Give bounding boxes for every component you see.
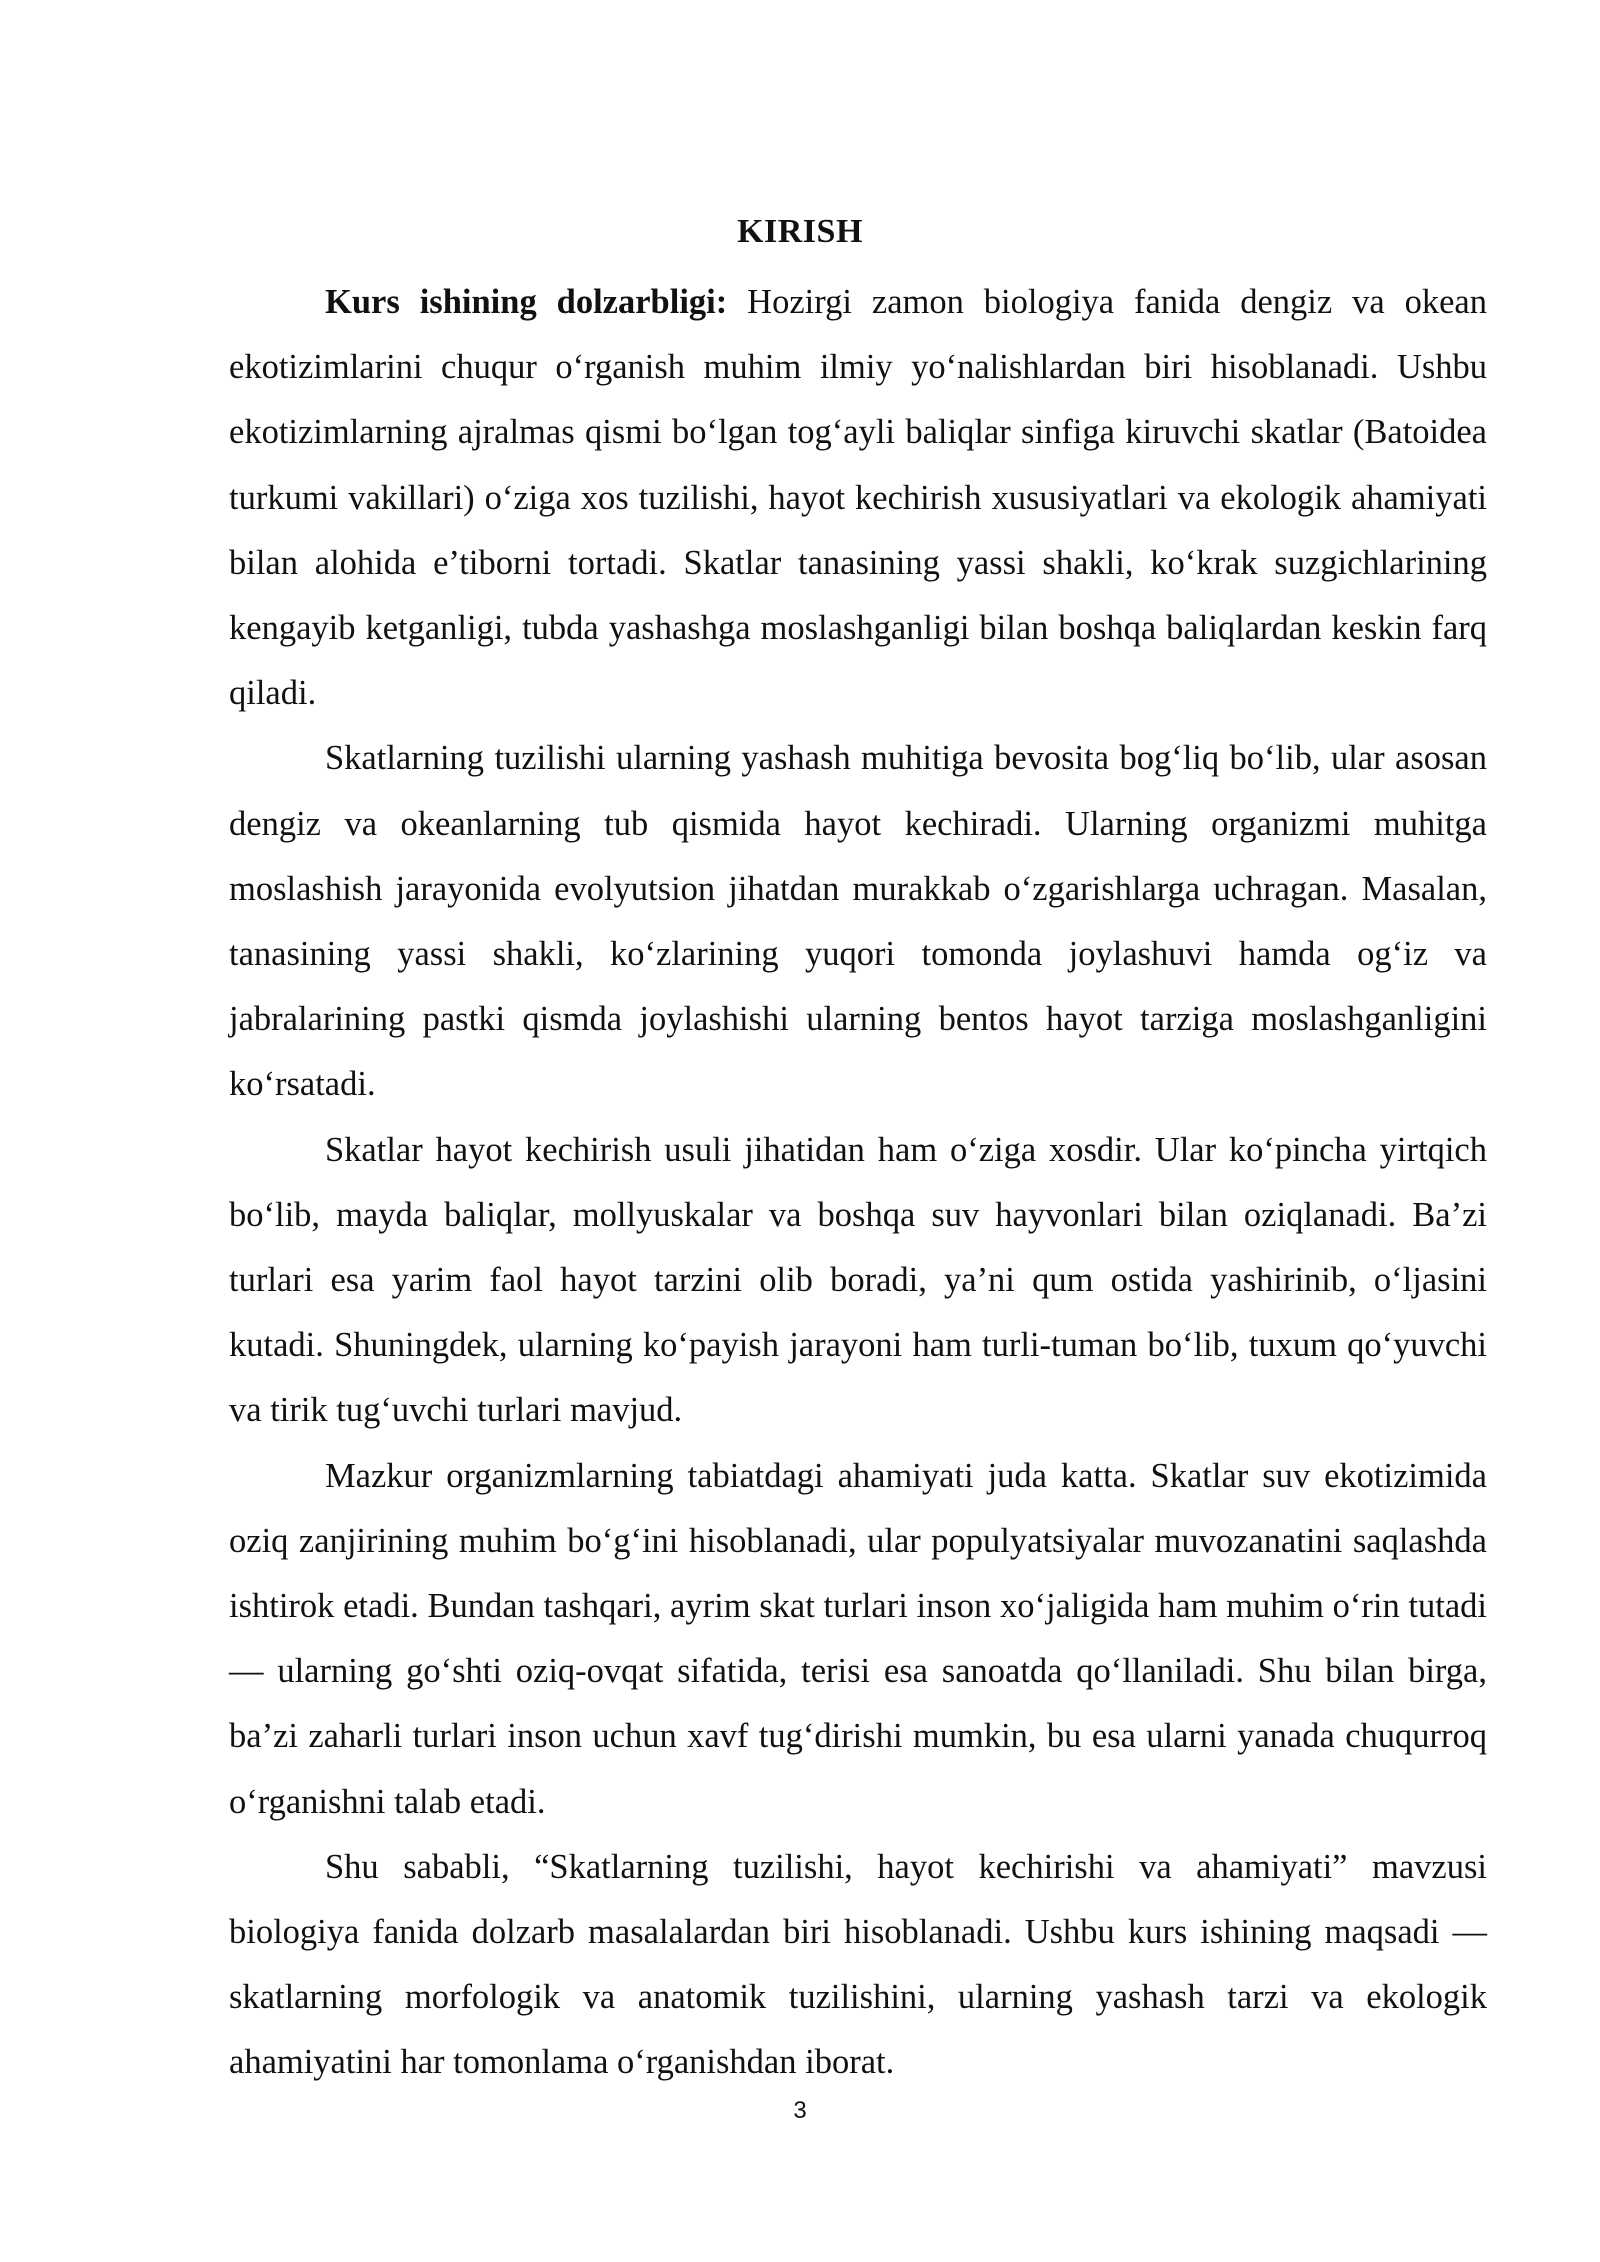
paragraph-1 xyxy=(229,270,1487,726)
paragraph-2: Skatlarning tuzilishi ularning yashash muhitiga bevosita bog‘liq bo‘lib, ular asosan dengiz va okeanlarning tub qismida hayot kechiradi. Ularning organizmi muhitga moslashish jarayonida evolyutsion jihatdan murakkab o‘zgarishlarga uchragan. Masalan, tanasining yassi shakli, ko‘zlarining yuqori tomonda joylashuvi hamda og‘iz va jabralarining pastki qismda joylashishi ularning bentos hayot tarziga moslashganligini ko‘rsatadi. xyxy=(229,739,1487,1104)
paragraph-4: Mazkur organizmlarning tabiatdagi ahamiyati juda katta. Skatlar suv ekotizimida oziq zanjirining muhim bo‘g‘ini hisoblanadi, ular populyatsiyalar muvozanatini saqlashda ishtirok etadi. Bundan tashqari, ayrim skat turlari inson xo‘jaligida ham muhim o‘rin tutadi — ularning go‘shti oziq-ovqat sifatida, terisi esa sanoatda qo‘llaniladi. Shu bilan birga, ba’zi zaharli turlari inson uchun xavf tug‘dirishi mumkin, bu esa ularni yanada chuqurroq o‘rganishni talab etadi. xyxy=(229,1456,1487,1821)
page-number: 3 xyxy=(793,2097,807,2124)
page-title: KIRISH xyxy=(737,213,863,250)
paragraph-5: Shu sababli, “Skatlarning tuzilishi, hayot kechirishi va ahamiyati” mavzusi biologiya fanida dolzarb masalalardan biri hisoblanadi. Ushbu kurs ishining maqsadi — skatlarning morfologik va anatomik tuzilishini, ularning yashash tarzi va ekologik ahamiyatini har tomonlama o‘rganishdan iborat. xyxy=(229,1847,1487,2082)
body-text xyxy=(229,270,1487,2096)
paragraph-3: Skatlar hayot kechirish usuli jihatidan ham o‘ziga xosdir. Ular ko‘pincha yirtqich bo‘lib, mayda baliqlar, mollyuskalar va boshqa suv hayvonlari bilan oziqlanadi. Ba’zi turlari esa yarim faol hayot tarzini olib boradi, ya’ni qum ostida yashirinib, o‘ljasini kutadi. Shuningdek, ularning ko‘payish jarayoni ham turli-tuman bo‘lib, tuxum qo‘yuvchi va tirik tug‘uvchi turlari mavjud. xyxy=(229,1130,1487,1430)
paragraph-1-text: Hozirgi zamon biologiya fanida dengiz va okean ekotizimlarini chuqur o‘rganish muhim ilmiy yo‘nalishlardan biri hisoblanadi. Ushbu ekotizimlarning ajralmas qismi bo‘lgan tog‘ayli baliqlar sinfiga kiruvchi skatlar (Batoidea turkumi vakillari) o‘ziga xos tuzilishi, hayot kechirish xususiyatlari va ekologik ahamiyati bilan alohida e’tiborni tortadi. Skatlar tanasining yassi shakli, ko‘krak suzgichlarining kengayib ketganligi, tubda yashashga moslashganligi bilan boshqa baliqlardan keskin farq qiladi. xyxy=(229,283,1487,713)
paragraph-lead: Kurs ishining dolzarbligi: xyxy=(325,283,728,321)
